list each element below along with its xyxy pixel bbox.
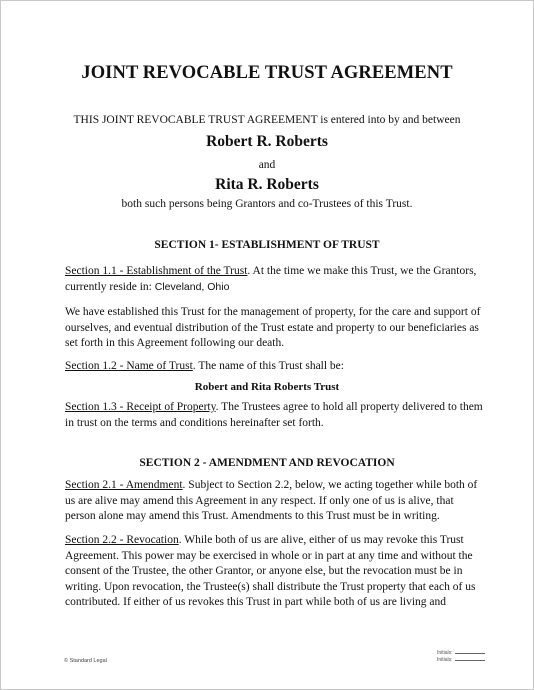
copyright-notice: © Standard Legal (64, 658, 107, 664)
trust-purpose-paragraph: We have established this Trust for the management of property, for the care and support of ourselves, and eventual distribution of the Trust estate and property to our beneficiaries as set forth in this Agreement following our death. (65, 306, 481, 349)
trust-name: Robert and Rita Roberts Trust (194, 381, 340, 393)
section-2-1-paragraph (65, 478, 485, 525)
section-1-1-label: Section 1.1 - Establishment of the Trust (65, 265, 248, 277)
section-2-2-text: . While both of us are alive, either of us may revoke this Trust Agreement. This power may be exercised in whole or in part at any time and without the consent of the Trustee, the other Grantor, or anyone else, but the revocation must be in writing. Upon revocation, the Trustee(s) shall distribute the Trust property that each of us contributed. If either of us revokes this Trust in part while both of us are living and (65, 534, 476, 608)
initials-label: Initials: (437, 657, 453, 663)
section-1-3-text: . The Trustees agree to hold all property delivered to them in trust on the terms and conditions hereinafter set forth. (65, 401, 483, 429)
initials-field-1[interactable] (437, 650, 485, 656)
section-2-1-label: Section 2.1 - Amendment (65, 479, 183, 491)
initials-label: Initials: (437, 650, 453, 656)
grantor-name-2: Rita R. Roberts (215, 176, 319, 193)
grantors-statement: both such persons being Grantors and co-Trustees of this Trust. (121, 198, 413, 210)
and-text: and (258, 159, 276, 171)
section-2-2-label: Section 2.2 - Revocation (65, 534, 179, 546)
section-1-2-label: Section 1.2 - Name of Trust (65, 360, 193, 372)
initials-field-2[interactable] (437, 657, 485, 663)
section-1-2-paragraph (65, 359, 485, 375)
section-1-3-label: Section 1.3 - Receipt of Property (65, 401, 216, 413)
intro-line: THIS JOINT REVOCABLE TRUST AGREEMENT is entered into by and between (73, 114, 461, 126)
section-1-3-paragraph (65, 400, 485, 431)
document-title: JOINT REVOCABLE TRUST AGREEMENT (81, 63, 453, 83)
section-1-heading: SECTION 1- ESTABLISHMENT OF TRUST (154, 239, 380, 251)
section-1-1-paragraph (65, 264, 485, 295)
residence-city: Cleveland, Ohio (154, 280, 230, 293)
section-2-heading: SECTION 2 - AMENDMENT AND REVOCATION (139, 457, 395, 469)
section-1-2-text: . The name of this Trust shall be: (192, 360, 344, 372)
grantor-name-1: Robert R. Roberts (206, 133, 328, 150)
initials-line (455, 653, 485, 654)
section-2-1-text: . Subject to Section 2.2, below, we acting together while both of us are alive may amend this Agreement in any respect. If only one of us is alive, that person alone may amend this Trust. Amendments to this Trust must be in writing. (65, 479, 478, 522)
section-2-2-paragraph (65, 533, 485, 611)
initials-line (455, 660, 485, 661)
section-1-1-text: . At the time we make this Trust, we the Grantors, currently reside in: (65, 265, 477, 293)
